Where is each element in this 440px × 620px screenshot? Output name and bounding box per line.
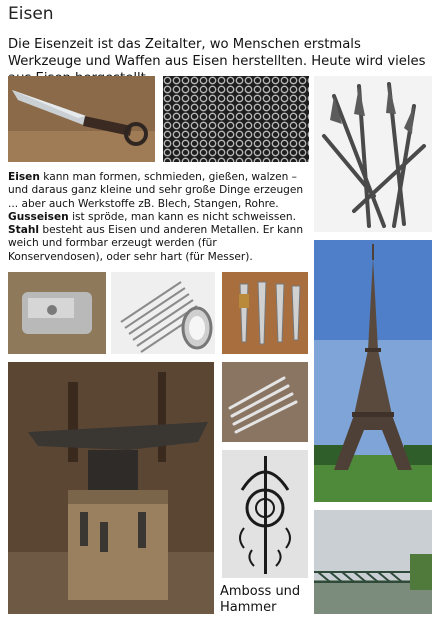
wrought-iron-gate-photo [222, 450, 308, 578]
bridge-photo [314, 510, 432, 614]
desc-eisen: kann man formen, schmieden, gießen, walzen – und daraus ganz kleine und sehr große Dinge erzeugen ... aber auch Werkstoffe zB. Blech, Stangen, Rohre. [8, 171, 304, 210]
forks-photo [222, 362, 308, 442]
desc-gusseisen: ist spröde, man kann es nicht schweissen. [68, 210, 296, 223]
page-title: Eisen [8, 4, 54, 24]
desc-stahl: besteht aus Eisen und anderen Metallen. Er kann weich und formbar erzeugt werden (für Konservendosen), oder sehr hart (für Messer). [8, 224, 304, 263]
spearheads-photo [314, 76, 432, 232]
knife-photo [8, 76, 155, 162]
term-eisen: Eisen [8, 171, 40, 183]
term-stahl: Stahl [8, 224, 40, 237]
pen-nibs-photo [222, 272, 308, 354]
sharpener-photo [8, 272, 106, 354]
paragraph-eisen [8, 171, 308, 211]
paragraph-gusseisen [8, 211, 308, 224]
eiffel-tower-photo [314, 240, 432, 502]
term-gusseisen: Gusseisen [8, 210, 69, 223]
paragraph-stahl [8, 224, 308, 264]
chainmail-photo [163, 76, 309, 162]
body-text [8, 171, 308, 264]
anvil-caption: Amboss und Hammer [220, 584, 301, 615]
pipe-photo [111, 272, 215, 354]
anvil-photo [8, 362, 214, 614]
intro-text: Die Eisenzeit ist das Zeitalter, wo Menschen erstmals Werkzeuge und Waffen aus Eisen herstellten. Heute wird vieles [8, 37, 426, 69]
